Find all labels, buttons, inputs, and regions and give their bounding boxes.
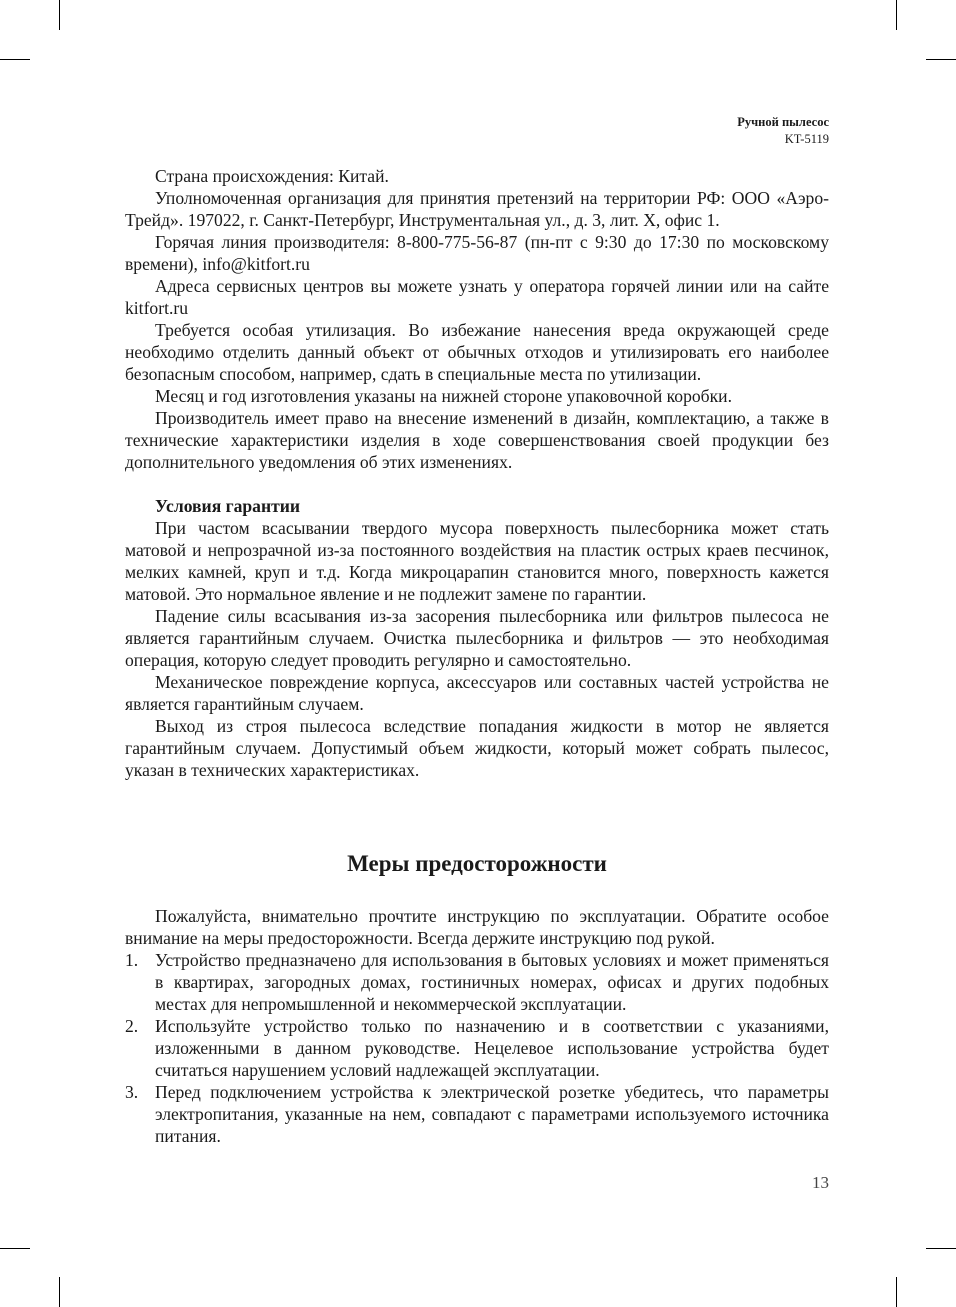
crop-mark xyxy=(0,59,30,60)
paragraph: Горячая линия производителя: 8-800-775-56-87 (пн-пт с 9:30 до 17:30 по московскому времени), info@kitfort.ru xyxy=(125,232,829,274)
list-item-text: Устройство предназначено для использования в бытовых условиях и может применяться в квартирах, загородных домах, гостиничных номерах, офисах и других подобных местах для непромышленной и некоммерческой эксплуатации. xyxy=(155,950,829,1014)
paragraph: Адреса сервисных центров вы можете узнать у оператора горячей линии или на сайте kitfort.ru xyxy=(125,276,829,318)
crop-mark xyxy=(896,1277,897,1307)
paragraph: Уполномоченная организация для принятия претензий на территории РФ: ООО «Аэро-Трейд». 197022, г. Санкт-Петербург, Инструментальная ул., д. 3, лит. Х, офис 1. xyxy=(125,188,829,230)
paragraph: Требуется особая утилизация. Во избежание нанесения вреда окружающей среде необходимо отделить данный объект от обычных отходов и утилизировать его наиболее безопасным способом, например, сдать в специальные места по утилизации. xyxy=(125,320,829,384)
header-title: Ручной пылесос xyxy=(737,115,829,129)
precautions-intro: Пожалуйста, внимательно прочтите инструкцию по эксплуатации. Обратите особое внимание на меры предосторожности. Всегда держите инструкцию под рукой. xyxy=(125,906,829,948)
paragraph: Месяц и год изготовления указаны на нижней стороне упаковочной коробки. xyxy=(155,386,732,406)
crop-mark xyxy=(926,59,956,60)
warranty-title: Условия гарантии xyxy=(155,496,301,516)
paragraph: Страна происхождения: Китай. xyxy=(155,166,389,186)
crop-mark xyxy=(59,1277,60,1307)
crop-mark xyxy=(896,0,897,30)
list-item-number: 2. xyxy=(125,1016,139,1036)
running-header xyxy=(737,114,829,148)
crop-mark xyxy=(0,1248,30,1249)
list-item-text: Используйте устройство только по назначению и в соответствии с указаниями, изложенными в данном руководстве. Нецелевое использование устройства будет считаться нарушением условий надлежащей эксплуатации. xyxy=(155,1016,829,1080)
page-number: 13 xyxy=(812,1173,829,1192)
list-item xyxy=(125,1015,829,1081)
precautions-heading: Меры предосторожности xyxy=(347,851,607,876)
list-item xyxy=(125,1081,829,1147)
warranty-paragraph: Падение силы всасывания из-за засорения пылесборника или фильтров пылесоса не является гарантийным случаем. Очистка пылесборника и фильтров — это необходимая операция, которую следует проводить регулярно и самостоятельно. xyxy=(125,606,829,670)
list-item xyxy=(125,949,829,1015)
precautions-list xyxy=(125,949,829,1147)
warranty-paragraph: Выход из строя пылесоса вследствие попадания жидкости в мотор не является гарантийным случаем. Допустимый объем жидкости, который может собрать пылесос, указан в технических характеристиках. xyxy=(125,716,829,780)
crop-mark xyxy=(926,1248,956,1249)
warranty-paragraph: Механическое повреждение корпуса, аксессуаров или составных частей устройства не является гарантийным случаем. xyxy=(125,672,829,714)
paragraph: Производитель имеет право на внесение изменений в дизайн, комплектацию, а также в технические характеристики изделия в ходе совершенствования своей продукции без дополнительного уведомления об этих изменениях. xyxy=(125,408,829,472)
header-model: KT-5119 xyxy=(784,132,829,146)
list-item-number: 1. xyxy=(125,950,139,970)
page-body xyxy=(125,165,829,1147)
crop-mark xyxy=(59,0,60,30)
warranty-paragraph: При частом всасывании твердого мусора поверхность пылесборника может стать матовой и непрозрачной из-за постоянного воздействия на пластик острых краев песчинок, мелких камней, круп и т.д. Когда микроцарапин становится много, поверхность кажется матовой. Это нормальное явление и не подлежит замене по гарантии. xyxy=(125,518,829,604)
list-item-text: Перед подключением устройства к электрической розетке убедитесь, что параметры электропитания, указанные на нем, совпадают с параметрами используемого источника питания. xyxy=(155,1082,829,1146)
list-item-number: 3. xyxy=(125,1082,139,1102)
